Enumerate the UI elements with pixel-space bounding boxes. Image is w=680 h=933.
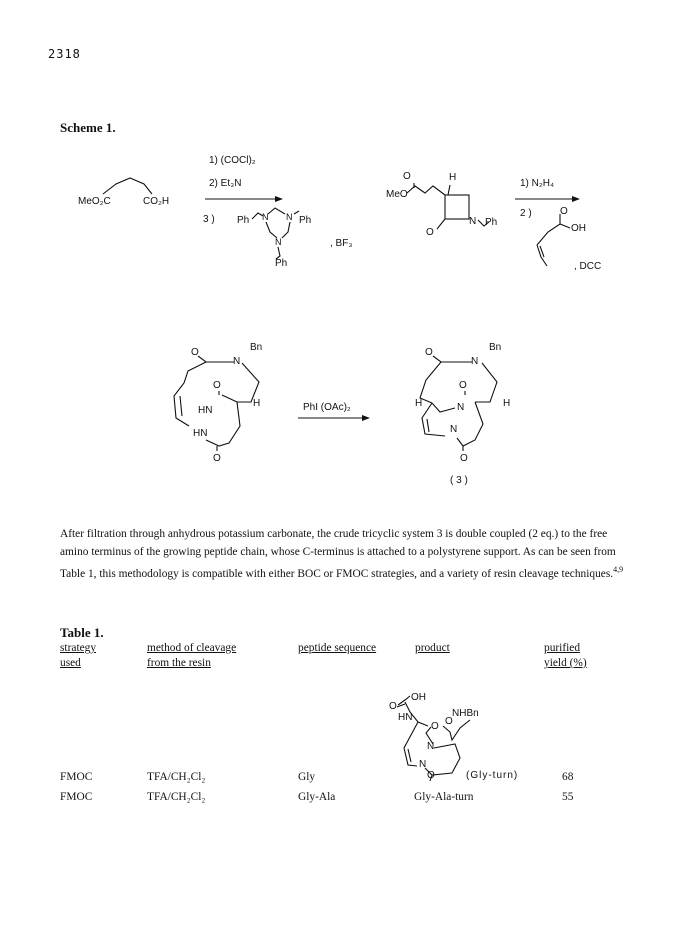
table-title: Table 1. [60, 625, 104, 640]
header-strategy-line1: strategy [60, 642, 97, 654]
step3-reagent: PhI (OAc)₂ [303, 402, 351, 413]
header-method-line1: method of cleavage [147, 642, 237, 654]
paragraph-text: After filtration through anhydrous potassium carbonate, the crude tricyclic system 3 is double coupled (2 eq.) to the free amino terminus of the growing peptide chain, whose C-terminus is attached to a polystyrene support. As can be seen from Table 1, this methodology is compatible with either BOC or FMOC strategies, and a variety of resin cleavage techniques. [60, 528, 616, 580]
lactam-h: H [449, 172, 457, 183]
header-method [147, 641, 236, 671]
prod-n-1: N [427, 741, 435, 752]
tricycle-3 [415, 342, 510, 486]
header-strategy [60, 641, 96, 671]
step2-dcc: , DCC [574, 261, 602, 272]
lactam-o-top: O [403, 171, 411, 182]
starting-material [78, 178, 169, 207]
triazine-ph-right: Ph [299, 215, 312, 226]
prod-o-2: O [431, 721, 439, 732]
row1-sequence: Gly [298, 771, 316, 783]
header-sequence: peptide sequence [298, 642, 377, 654]
tri-h-left: H [415, 398, 423, 409]
macro-hn-1: HN [198, 405, 213, 416]
step1-reagent-1: 1) (COCl)₂ [209, 155, 256, 166]
macro-hn-2: HN [193, 428, 208, 439]
tri-n3: N [450, 424, 458, 435]
header-yield-line2: yield (%) [544, 657, 587, 669]
macro-n: N [233, 356, 241, 367]
tri-o-top: O [425, 347, 433, 358]
prod-hn: HN [398, 712, 413, 723]
tri-h-right: H [503, 398, 511, 409]
triazine-n3: N [275, 237, 282, 247]
body-paragraph [60, 526, 630, 583]
tri-n2: N [457, 402, 465, 413]
prod-oh: OH [411, 692, 426, 703]
step1-reagents [203, 155, 352, 269]
page-number: 2318 [48, 47, 81, 61]
row2-product: Gly-Ala-turn [414, 791, 474, 803]
prod-o-1: O [389, 701, 397, 712]
header-strategy-line2: used [60, 657, 81, 669]
header-product: product [415, 642, 450, 654]
row2-strategy: FMOC [60, 791, 93, 803]
row1-product: (Gly-turn) [466, 770, 519, 781]
tri-n: N [471, 356, 479, 367]
beta-lactam [386, 171, 497, 238]
prod-o-3: O [445, 716, 453, 727]
lactam-n: N [469, 216, 477, 227]
scheme-title: Scheme 1. [60, 120, 116, 135]
row1-method: TFA/CH₂Cl₂ [147, 771, 206, 783]
triazine-ph-bottom: Ph [275, 258, 288, 269]
step1-reagent-3-num: 3 ) [203, 214, 215, 225]
step2-reagents [515, 178, 601, 272]
macro-h: H [253, 398, 261, 409]
row2-sequence: Gly-Ala [298, 791, 336, 803]
acid-o: O [560, 206, 568, 217]
prod-n-2: N [419, 759, 427, 770]
macrocycle [174, 342, 262, 464]
sm-co2h: CO₂H [143, 196, 170, 207]
compound-3-label: ( 3 ) [450, 475, 468, 486]
step2-reagent-1: 1) N₂H₄ [520, 178, 555, 189]
row1-yield: 68 [562, 771, 574, 783]
row1-product-o: O [427, 770, 435, 781]
acid-oh: OH [571, 223, 586, 234]
header-yield [544, 641, 587, 671]
step3 [298, 402, 370, 421]
macro-o-mid: O [213, 380, 221, 391]
header-yield-line1: purified [544, 642, 581, 654]
bf3: , BF₃ [330, 238, 353, 249]
row2-method: TFA/CH₂Cl₂ [147, 791, 206, 803]
prod-nhbn: NHBn [452, 708, 479, 719]
reference-superscript: 4,9 [613, 565, 624, 574]
sm-meo2c: MeO₂C [78, 196, 111, 207]
lactam-ph: Ph [485, 217, 498, 228]
lactam-o-bottom: O [426, 227, 434, 238]
triazine-ph-left: Ph [237, 215, 250, 226]
step1-reagent-2: 2) Et₃N [209, 178, 242, 189]
row1-strategy: FMOC [60, 771, 93, 783]
tri-o-bottom: O [460, 453, 468, 464]
tri-bn: Bn [489, 342, 502, 353]
macro-o-top: O [191, 347, 199, 358]
tri-o-mid: O [459, 380, 467, 391]
macro-bn: Bn [250, 342, 263, 353]
triazine-n1: N [262, 212, 269, 222]
header-method-line2: from the resin [147, 657, 211, 669]
step2-reagent-2: 2 ) [520, 208, 532, 219]
lactam-meo: MeO [386, 189, 408, 200]
triazine-n2: N [286, 212, 293, 222]
macro-o-bottom: O [213, 453, 221, 464]
row2-yield: 55 [562, 791, 574, 803]
